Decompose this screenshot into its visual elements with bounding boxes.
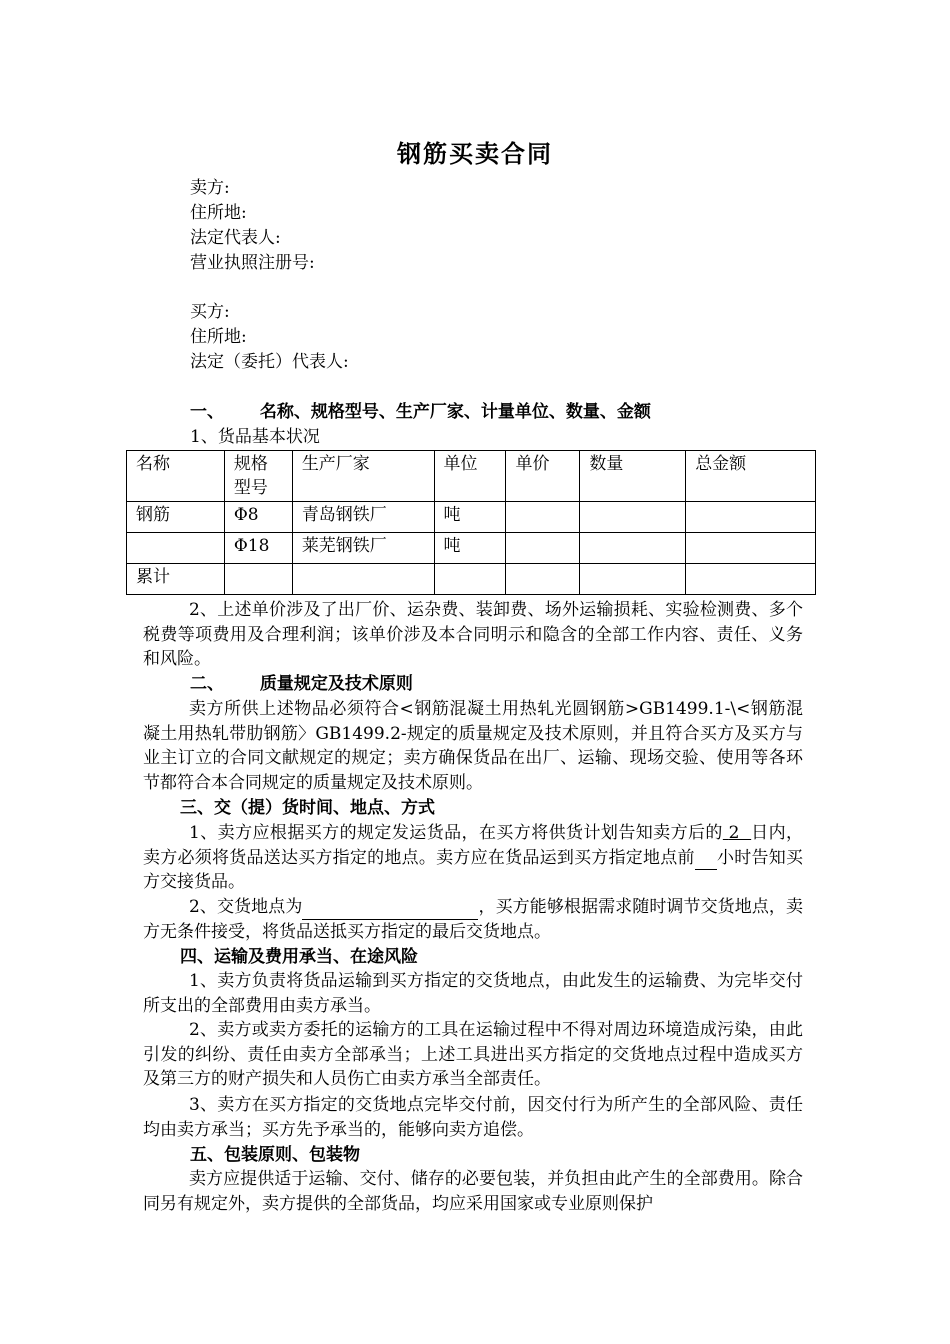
header-total: 总金额 bbox=[686, 451, 816, 502]
header-manufacturer: 生产厂家 bbox=[292, 451, 434, 502]
buyer-address-label: 住所地: bbox=[190, 327, 247, 347]
seller-rep-label: 法定代表人: bbox=[190, 228, 281, 248]
table-cell bbox=[506, 564, 580, 595]
table-cell: Φ8 bbox=[224, 502, 292, 533]
table-cell bbox=[686, 564, 816, 595]
table-cell: 吨 bbox=[434, 502, 506, 533]
section1-heading-num: 一、 bbox=[190, 402, 224, 422]
seller-address-label: 住所地: bbox=[190, 203, 247, 223]
table-cell bbox=[506, 533, 580, 564]
section3-p1-a: 1、卖方应根据买方的规定发运货品，在买方将供货计划告知卖方后的 bbox=[189, 823, 723, 843]
table-row bbox=[127, 502, 816, 533]
section5-p1: 卖方应提供适于运输、交付、储存的必要包装，并负担由此产生的全部费用。除合同另有规定外，卖方提供的全部货品，均应采用国家或专业原则保护 bbox=[143, 1169, 803, 1214]
table-cell bbox=[686, 533, 816, 564]
goods-table bbox=[126, 450, 816, 595]
section3-p1 bbox=[143, 821, 803, 895]
section3-p2-a: 2、交货地点为 bbox=[189, 897, 303, 917]
table-row bbox=[127, 564, 816, 595]
section4-heading: 四、运输及费用承当、在途风险 bbox=[180, 947, 418, 967]
table-cell: Φ18 bbox=[224, 533, 292, 564]
section2-heading-text: 质量规定及技术原则 bbox=[259, 674, 413, 694]
section4-p1: 1、卖方负责将货品运输到买方指定的交货地点，由此发生的运输费、为完毕交付所支出的全部费用由卖方承当。 bbox=[143, 971, 803, 1016]
section3-heading: 三、交（提）货时间、地点、方式 bbox=[180, 798, 435, 818]
section2-heading-num: 二、 bbox=[190, 674, 224, 694]
section3-p2-b: ，买方能够根据需求随时调节交货地点，卖方无条件接受，将货品送抵买方指定的最后交货地点。 bbox=[143, 897, 803, 942]
section4-p3: 3、卖方在买方指定的交货地点完毕交付前，因交付行为所产生的全部风险、责任均由卖方承当；买方先予承当的，能够向卖方追偿。 bbox=[143, 1095, 803, 1140]
section4-p2: 2、卖方或卖方委托的运输方的工具在运输过程中不得对周边环境造成污染，由此引发的纠纷、责任由卖方全部承当；上述工具进出买方指定的交货地点过程中造成买方及第三方的财产损失和人员伤亡由卖方承当全部责任。 bbox=[143, 1020, 803, 1089]
table-cell bbox=[686, 502, 816, 533]
section1-heading bbox=[190, 400, 850, 425]
table-header-row bbox=[127, 451, 816, 502]
table-cell bbox=[434, 564, 506, 595]
seller-license-label: 营业执照注册号: bbox=[190, 253, 315, 273]
contract-title: 钢筋买卖合同 bbox=[397, 139, 553, 168]
table-cell bbox=[580, 533, 686, 564]
header-unit-price: 单价 bbox=[506, 451, 580, 502]
table-cell: 钢筋 bbox=[127, 502, 225, 533]
table-cell: 莱芜钢铁厂 bbox=[292, 533, 434, 564]
section2-heading bbox=[190, 672, 850, 697]
header-quantity: 数量 bbox=[580, 451, 686, 502]
header-spec bbox=[224, 451, 292, 502]
header-unit: 单位 bbox=[434, 451, 506, 502]
notice-hours-blank bbox=[695, 869, 717, 870]
section3-p1-b: 日内，卖方必须将货品送达买方指定的地点。卖方应在货品运到买方指定地点前 bbox=[143, 823, 803, 868]
section1-heading-text: 名称、规格型号、生产厂家、计量单位、数量、金额 bbox=[259, 402, 651, 422]
table-row bbox=[127, 533, 816, 564]
seller-label: 卖方: bbox=[190, 178, 230, 198]
buyer-rep-label: 法定（委托）代表人: bbox=[190, 352, 349, 372]
section2-p1: 卖方所供上述物品必须符合<钢筋混凝土用热轧光圆钢筋>GB1499.1-\<钢筋混凝土用热轧带肋钢筋〉GB1499.2-规定的质量规定及技术原则，并且符合买方及买方与业主订立的合同文献规定的规定；卖方确保货品在出厂、运输、现场交验、使用等各环节都符合本合同规定的质量规定及技术原则。 bbox=[143, 699, 803, 793]
table-cell: 吨 bbox=[434, 533, 506, 564]
table-cell: 累计 bbox=[127, 564, 225, 595]
header-name: 名称 bbox=[127, 451, 225, 502]
section1-p2: 2、上述单价涉及了出厂价、运杂费、装卸费、场外运输损耗、实验检测费、多个税费等项费用及合理利润；该单价涉及本合同明示和隐含的全部工作内容、责任、义务和风险。 bbox=[143, 600, 803, 669]
table-cell bbox=[580, 564, 686, 595]
delivery-days-value: 2 bbox=[728, 823, 740, 843]
table-cell bbox=[292, 564, 434, 595]
section1-sub1: 1、货品基本状况 bbox=[190, 427, 320, 447]
buyer-label: 买方: bbox=[190, 302, 230, 322]
header-spec-text: 规格型号 bbox=[233, 454, 268, 498]
table-cell: 青岛钢铁厂 bbox=[292, 502, 434, 533]
table-cell bbox=[127, 533, 225, 564]
table-cell bbox=[506, 502, 580, 533]
delivery-days-field bbox=[723, 823, 751, 843]
table-cell bbox=[580, 502, 686, 533]
section3-p2 bbox=[143, 895, 803, 944]
section3-p1-c: 小时告知买方交接货品。 bbox=[143, 847, 804, 892]
delivery-location-blank bbox=[302, 919, 478, 920]
section5-heading: 五、包装原则、包装物 bbox=[190, 1145, 360, 1165]
table-cell bbox=[224, 564, 292, 595]
